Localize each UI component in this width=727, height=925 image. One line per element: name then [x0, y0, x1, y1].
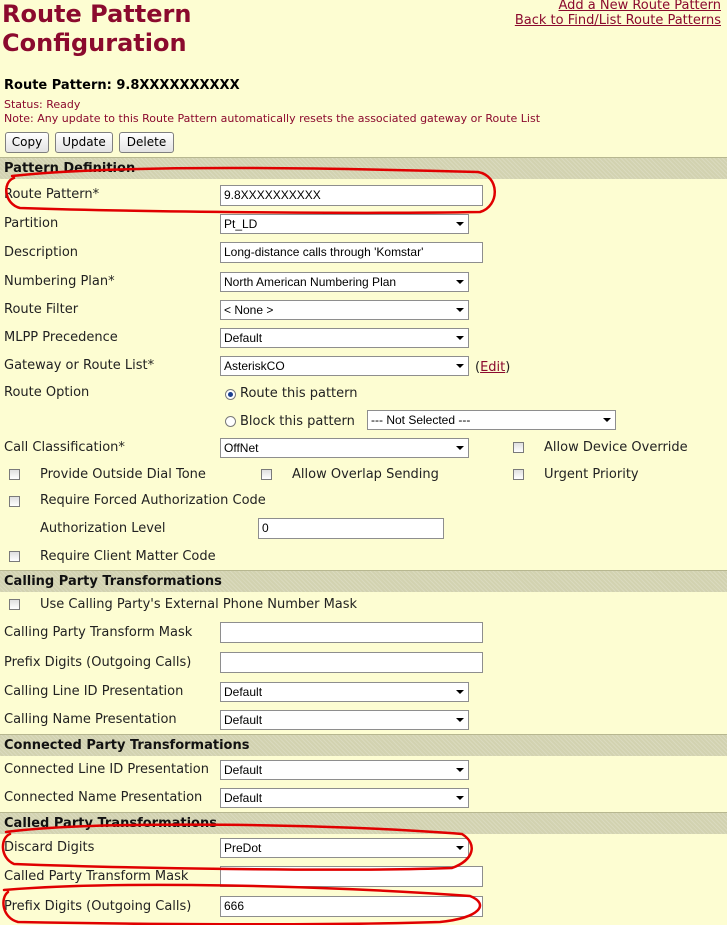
urgent-priority-checkbox[interactable] [513, 469, 524, 480]
require-forced-auth-label: Require Forced Authorization Code [40, 493, 266, 508]
section-called-party: Called Party Transformations [0, 812, 727, 834]
back-to-find-list-link[interactable]: Back to Find/List Route Patterns [514, 13, 721, 28]
authorization-level-label: Authorization Level [40, 521, 166, 536]
calling-line-id-select[interactable] [220, 682, 469, 702]
calling-transform-mask-label: Calling Party Transform Mask [4, 625, 193, 640]
gateway-route-list-label: Gateway or Route List* [4, 358, 155, 373]
provide-outside-dial-tone-checkbox[interactable] [9, 469, 20, 480]
status-text: Status: Ready [4, 98, 81, 111]
chevron-down-icon [456, 690, 464, 694]
connected-name-presentation-select[interactable] [220, 788, 469, 808]
calling-name-presentation-value: Default [224, 713, 263, 727]
gateway-route-list-select[interactable] [220, 356, 469, 376]
edit-paren-close: ) [505, 360, 511, 375]
connected-line-id-select[interactable] [220, 760, 469, 780]
discard-digits-label: Discard Digits [4, 840, 95, 855]
use-external-mask-label: Use Calling Party's External Phone Number Mask [40, 597, 358, 612]
page-title [2, 0, 191, 58]
numbering-plan-select[interactable] [220, 272, 469, 292]
called-transform-mask-input[interactable] [220, 866, 483, 887]
block-this-pattern-radio[interactable] [225, 416, 236, 427]
chevron-down-icon [456, 768, 464, 772]
calling-name-presentation-label: Calling Name Presentation [4, 712, 177, 727]
route-filter-label: Route Filter [4, 302, 79, 317]
called-transform-mask-label: Called Party Transform Mask [4, 869, 189, 884]
numbering-plan-label: Numbering Plan* [4, 274, 115, 289]
connected-name-presentation-value: Default [224, 791, 263, 805]
block-reason-select[interactable] [367, 410, 616, 430]
description-input[interactable]: Long-distance calls through 'Komstar' [220, 242, 483, 263]
chevron-down-icon [456, 796, 464, 800]
page-title-line1: Route Pattern [2, 0, 192, 28]
chevron-down-icon [456, 336, 464, 340]
chevron-down-icon [603, 418, 611, 422]
calling-line-id-value: Default [224, 685, 263, 699]
chevron-down-icon [456, 280, 464, 284]
chevron-down-icon [456, 846, 464, 850]
chevron-down-icon [456, 308, 464, 312]
edit-gateway-link[interactable]: Edit [480, 360, 506, 375]
connected-name-presentation-label: Connected Name Presentation [4, 790, 203, 805]
calling-prefix-digits-label: Prefix Digits (Outgoing Calls) [4, 655, 192, 670]
add-new-route-pattern-link[interactable]: Add a New Route Pattern [558, 0, 721, 13]
mlpp-precedence-label: MLPP Precedence [4, 330, 118, 345]
section-connected-party: Connected Party Transformations [0, 734, 727, 756]
allow-overlap-sending-checkbox[interactable] [261, 469, 272, 480]
require-forced-auth-checkbox[interactable] [9, 496, 20, 507]
mlpp-precedence-value: Default [224, 331, 263, 345]
route-this-pattern-label: Route this pattern [240, 386, 358, 401]
allow-overlap-sending-label: Allow Overlap Sending [292, 467, 439, 482]
calling-prefix-digits-input[interactable] [220, 652, 483, 673]
section-calling-party: Calling Party Transformations [0, 570, 727, 592]
chevron-down-icon [456, 222, 464, 226]
edit-paren-open: ( [475, 360, 481, 375]
call-classification-select[interactable] [220, 438, 469, 458]
connected-line-id-value: Default [224, 763, 263, 777]
partition-value: Pt_LD [224, 217, 258, 231]
block-reason-value: --- Not Selected --- [371, 413, 471, 427]
section-pattern-definition: Pattern Definition [0, 157, 727, 179]
require-client-matter-checkbox[interactable] [9, 551, 20, 562]
require-client-matter-label: Require Client Matter Code [40, 549, 216, 564]
allow-device-override-checkbox[interactable] [513, 442, 524, 453]
route-filter-value: < None > [224, 303, 274, 317]
calling-transform-mask-input[interactable] [220, 622, 483, 643]
called-prefix-digits-label: Prefix Digits (Outgoing Calls) [4, 899, 192, 914]
gateway-route-list-value: AsteriskCO [224, 359, 285, 373]
description-label: Description [4, 245, 79, 260]
route-pattern-heading: Route Pattern: 9.8XXXXXXXXXX [4, 78, 240, 93]
provide-outside-dial-tone-label: Provide Outside Dial Tone [40, 467, 206, 482]
route-pattern-input[interactable]: 9.8XXXXXXXXXX [220, 185, 483, 206]
urgent-priority-label: Urgent Priority [544, 467, 639, 482]
update-button[interactable]: Update [55, 132, 113, 153]
authorization-level-input[interactable]: 0 [258, 518, 444, 539]
discard-digits-select[interactable] [220, 838, 469, 858]
called-prefix-digits-input[interactable]: 666 [220, 896, 483, 917]
copy-button[interactable]: Copy [5, 132, 49, 153]
allow-device-override-label: Allow Device Override [544, 440, 688, 455]
partition-label: Partition [4, 216, 59, 231]
discard-digits-value: PreDot [224, 841, 262, 855]
connected-line-id-label: Connected Line ID Presentation [4, 762, 209, 777]
call-classification-label: Call Classification* [4, 440, 125, 455]
note-text: Note: Any update to this Route Pattern automatically resets the associated gateway or Route List [4, 112, 541, 125]
partition-select[interactable] [220, 214, 469, 234]
calling-line-id-label: Calling Line ID Presentation [4, 684, 184, 699]
route-pattern-label: Route Pattern* [4, 187, 100, 202]
call-classification-value: OffNet [224, 441, 259, 455]
use-external-mask-checkbox[interactable] [9, 599, 20, 610]
calling-name-presentation-select[interactable] [220, 710, 469, 730]
edit-link-wrapper [475, 360, 510, 376]
route-filter-select[interactable] [220, 300, 469, 320]
block-this-pattern-label: Block this pattern [240, 414, 355, 429]
chevron-down-icon [456, 446, 464, 450]
route-this-pattern-radio[interactable] [225, 389, 236, 400]
chevron-down-icon [456, 364, 464, 368]
numbering-plan-value: North American Numbering Plan [224, 275, 397, 289]
page-title-line2: Configuration [2, 29, 187, 57]
delete-button[interactable]: Delete [119, 132, 174, 153]
mlpp-precedence-select[interactable] [220, 328, 469, 348]
route-option-label: Route Option [4, 385, 90, 400]
chevron-down-icon [456, 718, 464, 722]
